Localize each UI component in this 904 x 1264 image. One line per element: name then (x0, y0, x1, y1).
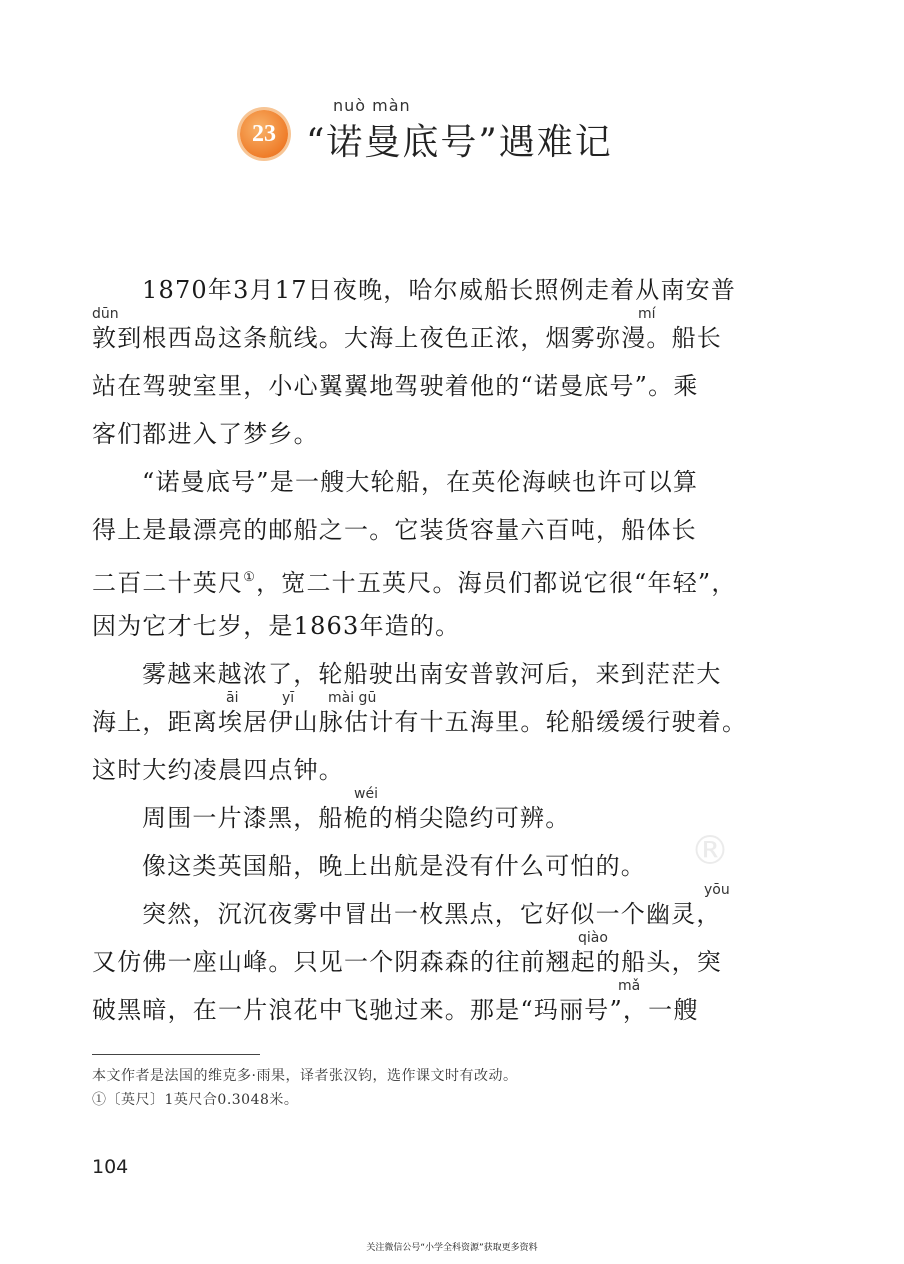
page-number: 104 (92, 1156, 129, 1178)
text-line: wéi 周围一片漆黑，船桅的梢尖隐约可辨。 (142, 786, 571, 832)
text-line: dūn mí 敦到根西岛这条航线。大海上夜色正浓，烟雾弥漫。船长 (92, 306, 722, 352)
pinyin-annotation: yōu (704, 882, 730, 898)
lesson-number-badge: 23 (240, 110, 288, 158)
lesson-body (92, 266, 776, 1034)
text-line: 1870年3月17日夜晚，哈尔威船长照例走着从南安普 (142, 276, 737, 304)
bottom-note: 关注微信公号“小学全科资源”获取更多资料 (366, 1243, 538, 1253)
title-pinyin: nuò màn (333, 96, 411, 115)
pinyin-annotation: āi (226, 690, 239, 706)
text-line: 二百二十英尺①，宽二十五英尺。海员们都说它很“年轻”， (92, 569, 737, 597)
registered-watermark-icon: ® (690, 828, 730, 874)
footnote-divider (92, 1054, 260, 1055)
text-line: 因为它才七岁，是1863年造的。 (92, 612, 461, 640)
text-line: āi yī mài gū 海上，距离埃居伊山脉估计有十五海里。轮船缓缓行驶着。 (92, 690, 748, 736)
text-line: 客们都进入了梦乡。 (92, 420, 319, 448)
pinyin-annotation: wéi (354, 786, 378, 802)
footnote-marker: ① (243, 570, 257, 585)
pinyin-annotation: mǎ (618, 978, 641, 994)
text-line: 雾越来越浓了，轮船驶出南安普敦河后，来到茫茫大 (142, 660, 722, 688)
text-line: 像这类英国船，晚上出航是没有什么可怕的。 (142, 852, 646, 880)
text-line: “诺曼底号”是一艘大轮船，在英伦海峡也许可以算 (142, 468, 699, 496)
pinyin-annotation: yī (282, 690, 295, 706)
text-line: mǎ 破黑暗，在一片浪花中飞驰过来。那是“玛丽号”，一艘 (92, 978, 699, 1024)
text-line: 得上是最漂亮的邮船之一。它装货容量六百吨，船体长 (92, 516, 697, 544)
pinyin-annotation: dūn (92, 306, 119, 322)
footnote-source: 本文作者是法国的维克多·雨果，译者张汉钧，选作课文时有改动。 (92, 1068, 518, 1084)
pinyin-annotation: qiào (578, 930, 608, 946)
pinyin-annotation: mí (638, 306, 656, 322)
lesson-header (0, 96, 904, 166)
text-line: yōu 突然，沉沉夜雾中冒出一枚黑点，它好似一个幽灵， (142, 882, 730, 928)
text-line: 这时大约凌晨四点钟。 (92, 756, 344, 784)
footnote-definition: ①〔英尺〕1英尺合0.3048米。 (92, 1092, 299, 1108)
lesson-title: “诺曼底号”遇难记 (306, 122, 613, 163)
text-line: 站在驾驶室里，小心翼翼地驾驶着他的“诺曼底号”。乘 (92, 372, 699, 400)
pinyin-annotation: mài gū (328, 690, 377, 706)
text-line: qiào 又仿佛一座山峰。只见一个阴森森的往前翘起的船头，突 (92, 930, 722, 976)
